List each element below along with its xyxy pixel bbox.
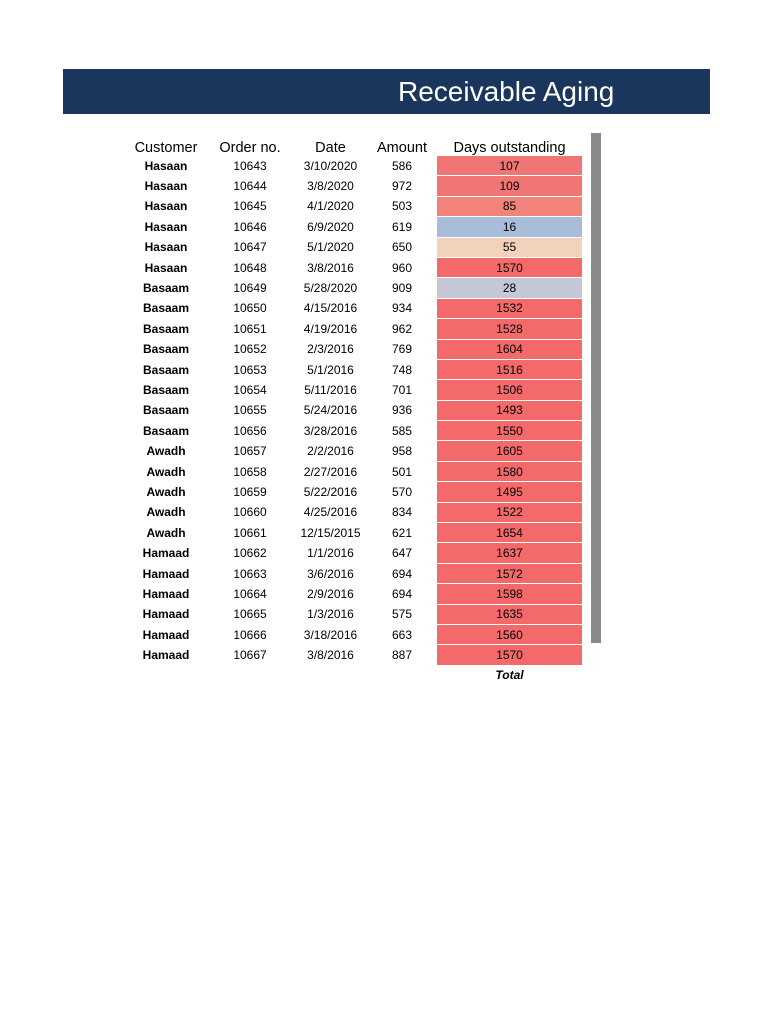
total-spacer-4: [367, 665, 437, 685]
cell-amount[interactable]: 619: [391, 219, 413, 234]
cell-date[interactable]: 1/1/2016: [307, 546, 354, 561]
cell-order-no[interactable]: 10647: [233, 240, 267, 255]
table-row: [126, 156, 582, 176]
cell-date[interactable]: 3/18/2016: [303, 627, 358, 642]
cell-date[interactable]: 3/10/2020: [303, 158, 358, 173]
cell-date[interactable]: 2/2/2016: [307, 444, 354, 459]
table-row: [126, 400, 582, 420]
total-spacer-3: [294, 665, 367, 685]
cell-amount[interactable]: 694: [391, 586, 413, 601]
cell-customer[interactable]: Hamaad: [142, 607, 190, 622]
table-row: [126, 380, 582, 400]
cell-days-outstanding[interactable]: 1550: [437, 421, 582, 441]
cell-order-no[interactable]: 10657: [233, 444, 267, 459]
cell-customer[interactable]: Hasaan: [144, 179, 188, 194]
cell-amount[interactable]: 960: [391, 260, 413, 275]
header-amount[interactable]: Amount: [377, 140, 427, 156]
cell-amount[interactable]: 621: [391, 525, 413, 540]
cell-customer[interactable]: Basaam: [142, 342, 190, 357]
cell-amount[interactable]: 934: [391, 301, 413, 316]
table-row: [126, 298, 582, 318]
cell-amount[interactable]: 647: [391, 546, 413, 561]
cell-amount[interactable]: 586: [391, 158, 413, 173]
cell-customer[interactable]: Hasaan: [144, 260, 188, 275]
total-spacer-1: [126, 665, 206, 685]
header-customer[interactable]: Customer: [134, 140, 198, 156]
header-order-no[interactable]: Order no.: [219, 140, 281, 156]
cell-amount[interactable]: 962: [391, 321, 413, 336]
cell-days-outstanding[interactable]: 28: [437, 278, 582, 298]
cell-amount[interactable]: 503: [391, 199, 413, 214]
cell-customer[interactable]: Awadh: [146, 484, 186, 499]
cell-amount[interactable]: 748: [391, 362, 413, 377]
cell-customer[interactable]: Awadh: [146, 505, 186, 520]
cell-date[interactable]: 12/15/2015: [300, 525, 361, 540]
cell-order-no[interactable]: 10652: [233, 342, 267, 357]
cell-days-outstanding[interactable]: 1604: [437, 339, 582, 359]
table-row: [126, 319, 582, 339]
cell-date[interactable]: 5/24/2016: [303, 403, 358, 418]
cell-customer[interactable]: Hamaad: [142, 627, 190, 642]
cell-order-no[interactable]: 10663: [233, 566, 267, 581]
table-row: [126, 604, 582, 624]
cell-customer[interactable]: Hamaad: [142, 586, 190, 601]
cell-days-outstanding[interactable]: 55: [437, 237, 582, 257]
vertical-scrollbar[interactable]: [591, 133, 601, 643]
cell-amount[interactable]: 834: [391, 505, 413, 520]
table-row: [126, 359, 582, 379]
table-row: [126, 482, 582, 502]
cell-amount[interactable]: 701: [391, 382, 413, 397]
cell-date[interactable]: 2/9/2016: [307, 586, 354, 601]
cell-days-outstanding[interactable]: 1522: [437, 502, 582, 522]
cell-date[interactable]: 3/8/2016: [307, 648, 354, 663]
cell-customer[interactable]: Basaam: [142, 403, 190, 418]
table-row: [126, 217, 582, 237]
header-date[interactable]: Date: [315, 140, 346, 156]
table-row: [126, 461, 582, 481]
cell-amount[interactable]: 958: [391, 444, 413, 459]
cell-order-no[interactable]: 10659: [233, 484, 267, 499]
cell-date[interactable]: 6/9/2020: [307, 219, 354, 234]
cell-date[interactable]: 2/27/2016: [303, 464, 358, 479]
table-row: [126, 441, 582, 461]
cell-days-outstanding[interactable]: 1532: [437, 298, 582, 318]
cell-order-no[interactable]: 10660: [233, 505, 267, 520]
cell-date[interactable]: 4/25/2016: [303, 505, 358, 520]
header-row: [126, 136, 582, 156]
cell-order-no[interactable]: 10653: [233, 362, 267, 377]
cell-date[interactable]: 4/19/2016: [303, 321, 358, 336]
cell-date[interactable]: 5/11/2016: [304, 382, 357, 397]
cell-customer[interactable]: Basaam: [142, 281, 190, 296]
cell-amount[interactable]: 769: [391, 342, 413, 357]
cell-customer[interactable]: Hasaan: [144, 240, 188, 255]
cell-amount[interactable]: 650: [391, 240, 413, 255]
cell-customer[interactable]: Awadh: [146, 464, 186, 479]
cell-order-no[interactable]: 10648: [233, 260, 267, 275]
cell-order-no[interactable]: 10666: [233, 627, 267, 642]
cell-customer[interactable]: Hamaad: [142, 566, 190, 581]
cell-order-no[interactable]: 10646: [233, 219, 267, 234]
cell-amount[interactable]: 575: [391, 607, 413, 622]
table-row: [126, 196, 582, 216]
total-spacer-2: [206, 665, 294, 685]
total-label[interactable]: Total: [437, 665, 582, 685]
cell-days-outstanding[interactable]: 1570: [437, 257, 582, 277]
cell-amount[interactable]: 501: [391, 464, 413, 479]
table-row: [126, 563, 582, 583]
table-row: [126, 237, 582, 257]
cell-days-outstanding[interactable]: 1528: [437, 319, 582, 339]
cell-date[interactable]: 2/3/2016: [307, 342, 354, 357]
table-row: [126, 257, 582, 277]
cell-customer[interactable]: Awadh: [146, 525, 186, 540]
cell-days-outstanding[interactable]: 1516: [437, 359, 582, 379]
cell-date[interactable]: 3/8/2016: [307, 260, 354, 275]
receivables-table: [126, 136, 582, 685]
cell-days-outstanding[interactable]: 107: [437, 156, 582, 176]
cell-order-no[interactable]: 10661: [233, 525, 267, 540]
cell-date[interactable]: 5/1/2020: [307, 240, 354, 255]
table-row: [126, 502, 582, 522]
total-row: [126, 665, 582, 685]
cell-days-outstanding[interactable]: 1570: [437, 645, 582, 665]
table-row: [126, 278, 582, 298]
cell-order-no[interactable]: 10665: [233, 607, 267, 622]
cell-date[interactable]: 1/3/2016: [307, 607, 354, 622]
cell-amount[interactable]: 585: [391, 423, 413, 438]
cell-date[interactable]: 3/28/2016: [303, 423, 358, 438]
cell-amount[interactable]: 570: [391, 484, 413, 499]
cell-days-outstanding[interactable]: 1637: [437, 543, 582, 563]
cell-order-no[interactable]: 10650: [233, 301, 267, 316]
cell-days-outstanding[interactable]: 1495: [437, 482, 582, 502]
cell-order-no[interactable]: 10667: [233, 648, 267, 663]
cell-order-no[interactable]: 10654: [233, 382, 267, 397]
cell-days-outstanding[interactable]: 1598: [437, 584, 582, 604]
table-row: [126, 176, 582, 196]
cell-order-no[interactable]: 10655: [233, 403, 267, 418]
cell-customer[interactable]: Hasaan: [144, 199, 188, 214]
cell-amount[interactable]: 936: [391, 403, 413, 418]
cell-order-no[interactable]: 10664: [233, 586, 267, 601]
cell-customer[interactable]: Hamaad: [142, 546, 190, 561]
cell-date[interactable]: 5/22/2016: [303, 484, 358, 499]
table-row: [126, 624, 582, 644]
page-title: Receivable Aging: [398, 76, 615, 107]
cell-amount[interactable]: 909: [391, 281, 413, 296]
table-row: [126, 421, 582, 441]
table-row: [126, 645, 582, 665]
cell-days-outstanding[interactable]: 1572: [437, 563, 582, 583]
cell-customer[interactable]: Basaam: [142, 362, 190, 377]
cell-customer[interactable]: Awadh: [146, 444, 186, 459]
table-row: [126, 523, 582, 543]
cell-order-no[interactable]: 10658: [233, 464, 267, 479]
cell-days-outstanding[interactable]: 85: [437, 196, 582, 216]
cell-order-no[interactable]: 10656: [233, 423, 267, 438]
cell-customer[interactable]: Hasaan: [144, 158, 188, 173]
cell-customer[interactable]: Basaam: [142, 423, 190, 438]
cell-days-outstanding[interactable]: 1635: [437, 604, 582, 624]
cell-order-no[interactable]: 10645: [233, 199, 267, 214]
cell-amount[interactable]: 887: [391, 648, 413, 663]
cell-days-outstanding[interactable]: 16: [437, 217, 582, 237]
cell-date[interactable]: 3/6/2016: [307, 566, 354, 581]
cell-order-no[interactable]: 10649: [233, 281, 267, 296]
cell-days-outstanding[interactable]: 109: [437, 176, 582, 196]
table-row: [126, 584, 582, 604]
header-days-outstanding[interactable]: Days outstanding: [453, 140, 566, 156]
cell-order-no[interactable]: 10651: [233, 321, 267, 336]
title-banner: [63, 69, 710, 114]
cell-customer[interactable]: Basaam: [142, 301, 190, 316]
table-row: [126, 339, 582, 359]
cell-date[interactable]: 4/1/2020: [307, 199, 354, 214]
cell-date[interactable]: 5/28/2020: [303, 281, 358, 296]
cell-date[interactable]: 5/1/2016: [307, 362, 354, 377]
cell-customer[interactable]: Basaam: [142, 321, 190, 336]
cell-days-outstanding[interactable]: 1506: [437, 380, 582, 400]
cell-amount[interactable]: 972: [391, 179, 413, 194]
cell-amount[interactable]: 663: [391, 627, 413, 642]
cell-amount[interactable]: 694: [391, 566, 413, 581]
table-body: [126, 156, 582, 665]
cell-days-outstanding[interactable]: 1493: [437, 400, 582, 420]
cell-order-no[interactable]: 10662: [233, 546, 267, 561]
cell-customer[interactable]: Hasaan: [144, 219, 188, 234]
cell-customer[interactable]: Basaam: [142, 382, 190, 397]
cell-days-outstanding[interactable]: 1580: [437, 461, 582, 481]
cell-date[interactable]: 4/15/2016: [303, 301, 358, 316]
cell-date[interactable]: 3/8/2020: [307, 179, 354, 194]
cell-days-outstanding[interactable]: 1560: [437, 624, 582, 644]
cell-order-no[interactable]: 10643: [233, 158, 267, 173]
table-row: [126, 543, 582, 563]
cell-days-outstanding[interactable]: 1605: [437, 441, 582, 461]
cell-customer[interactable]: Hamaad: [142, 648, 190, 663]
cell-order-no[interactable]: 10644: [233, 179, 267, 194]
cell-days-outstanding[interactable]: 1654: [437, 523, 582, 543]
